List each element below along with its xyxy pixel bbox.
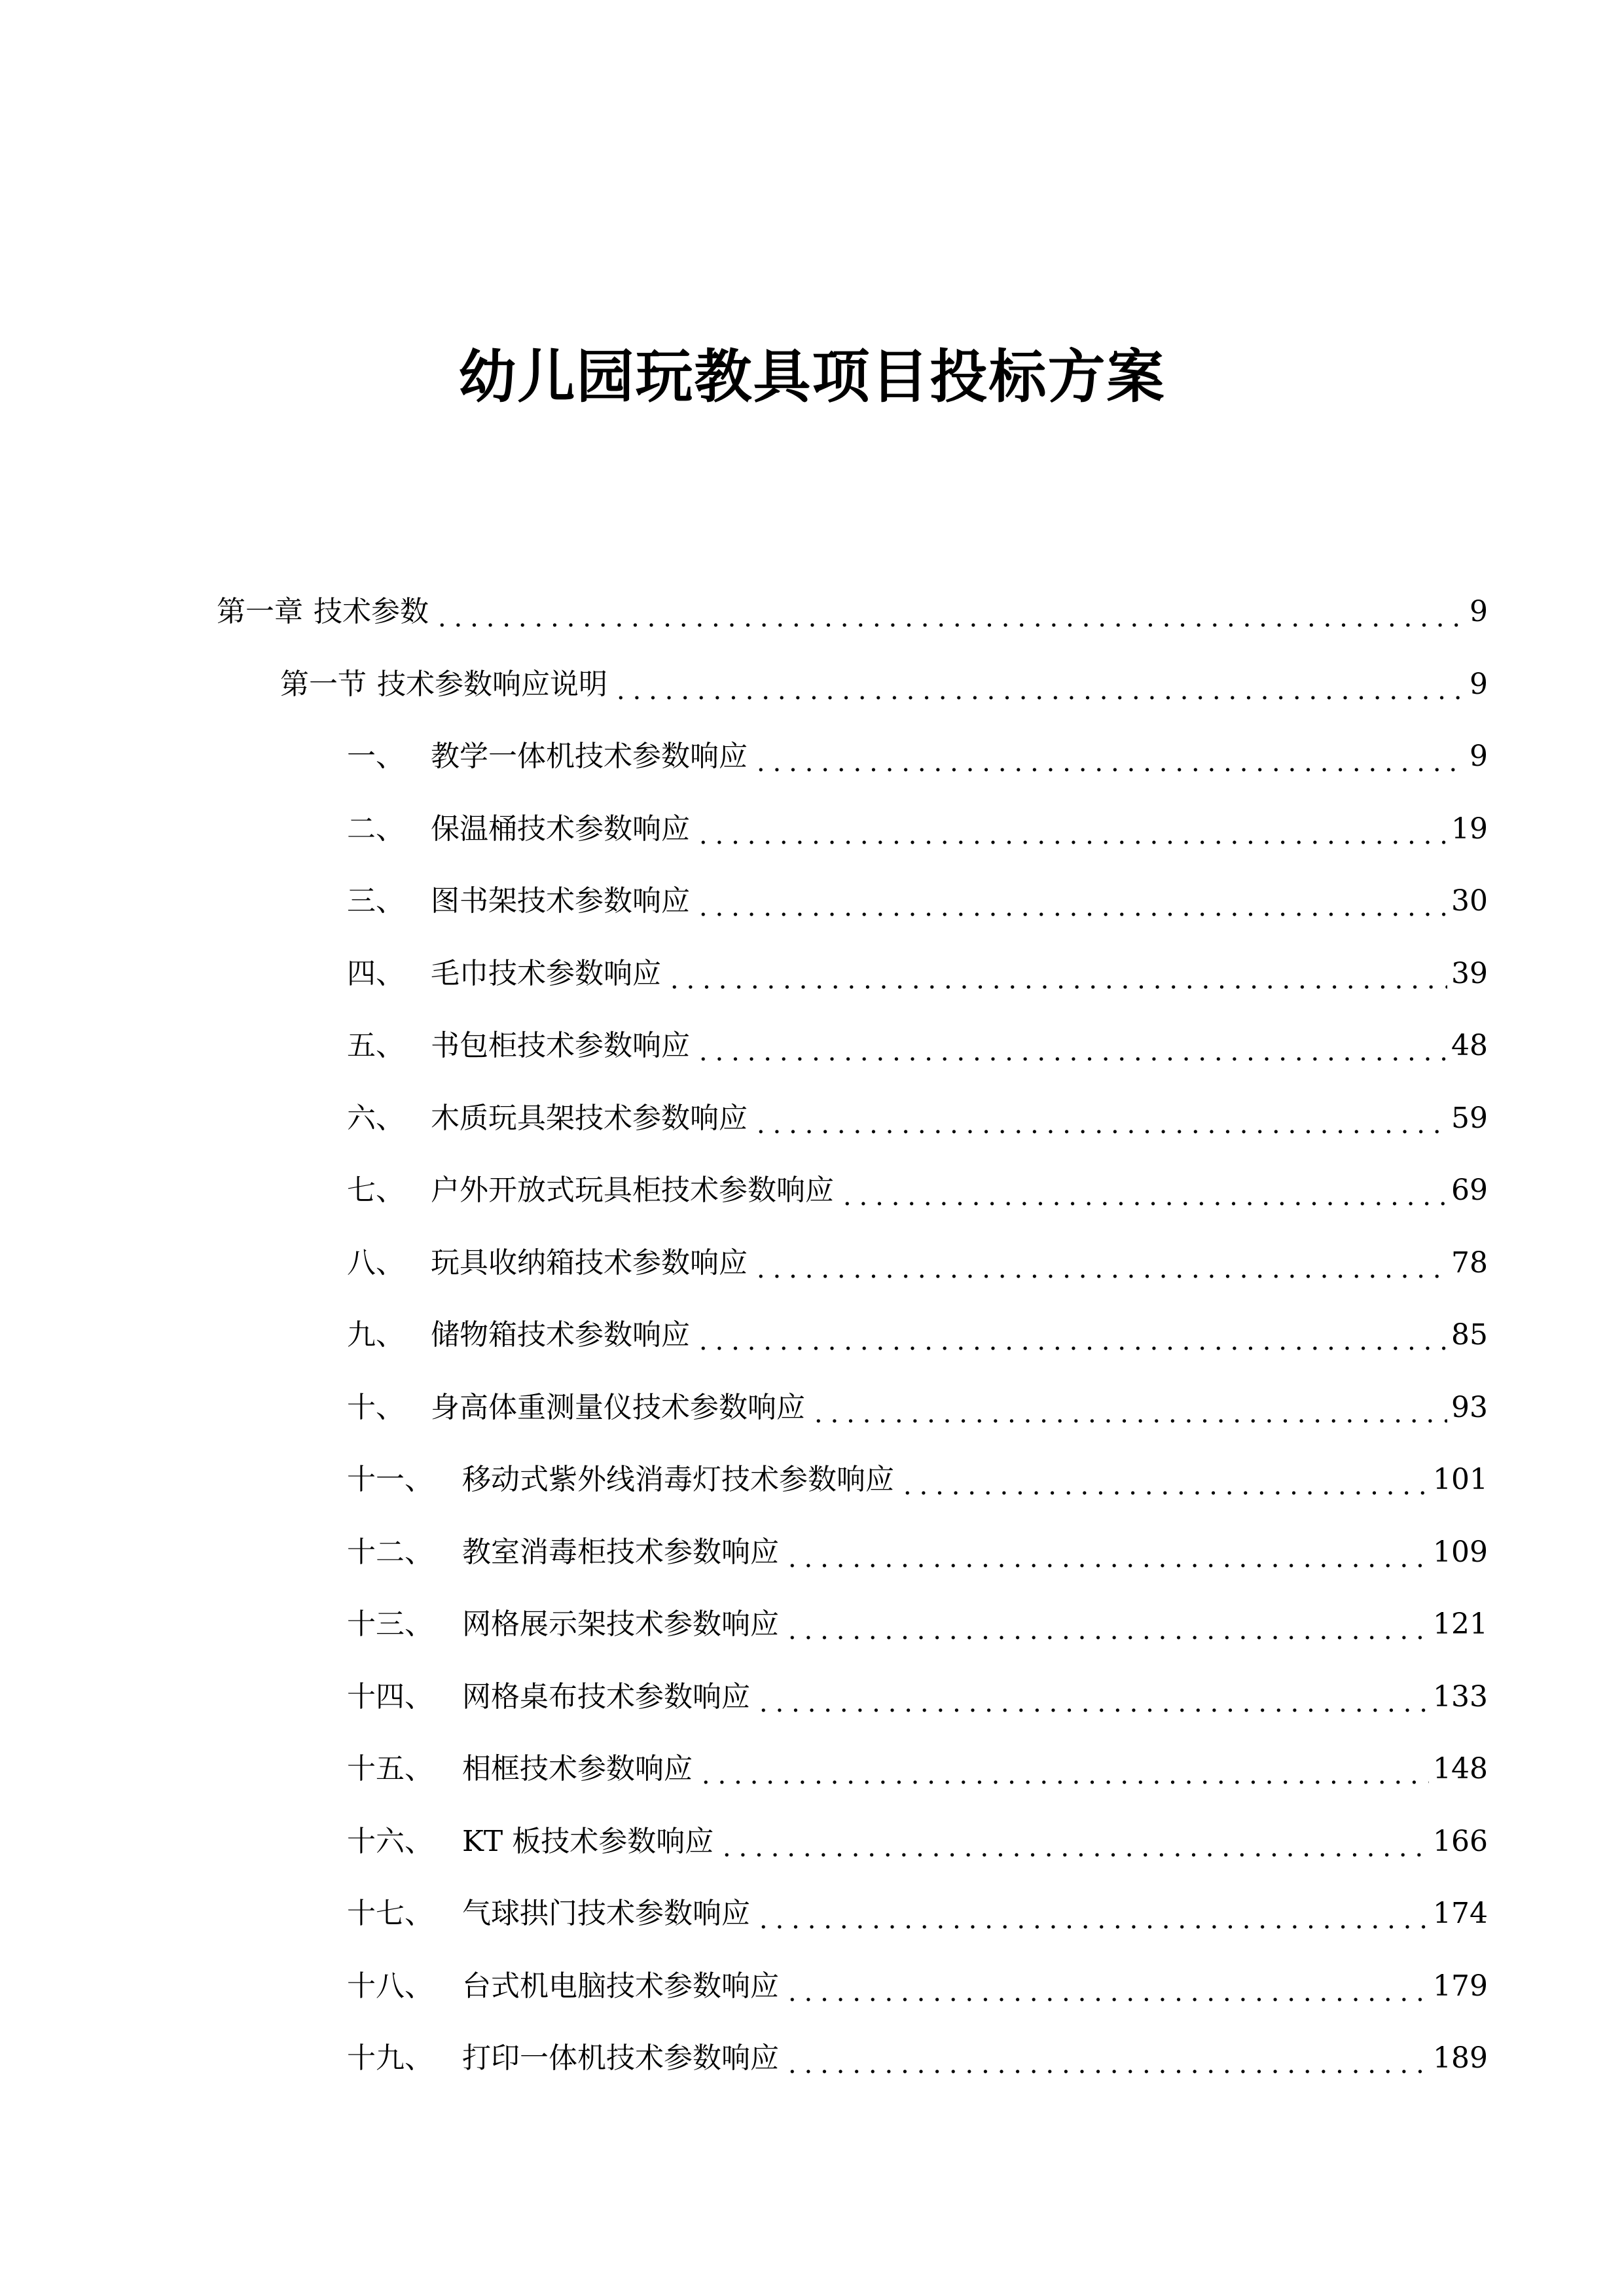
dot-leader — [698, 1749, 1429, 1789]
toc-entry-label: KT 板技术参数响应 — [462, 1824, 714, 1858]
toc-entry[interactable] — [347, 1822, 1488, 1861]
dot-leader — [755, 1677, 1429, 1717]
dot-leader — [784, 1967, 1429, 2006]
toc-entry-label: 网格桌布技术参数响应 — [462, 1679, 750, 1713]
toc-entry-label: 教室消毒柜技术参数响应 — [462, 1535, 779, 1569]
toc-entry-page: 148 — [1433, 1752, 1488, 1785]
toc-entry-page: 101 — [1433, 1463, 1488, 1496]
toc-entry-page: 9 — [1470, 740, 1488, 773]
toc-entry-number: 十八、 — [347, 1969, 433, 2003]
toc-entry[interactable] — [347, 2039, 1488, 2078]
toc-entry-page: 30 — [1451, 884, 1488, 918]
toc-entry-number: 十二、 — [347, 1535, 433, 1569]
toc-entry-page: 85 — [1451, 1318, 1488, 1352]
toc-entry[interactable] — [280, 665, 1488, 704]
toc-entry-number: 十三、 — [347, 1607, 433, 1641]
toc-entry-number: 六、 — [347, 1101, 405, 1135]
toc-entry-number: 十六、 — [347, 1824, 433, 1858]
toc-entry-label: 毛巾技术参数响应 — [431, 956, 661, 990]
dot-leader — [753, 737, 1466, 776]
toc-entry-label: 书包柜技术参数响应 — [431, 1029, 690, 1062]
toc-entry-number: 一、 — [347, 740, 405, 773]
dot-leader — [753, 1099, 1447, 1138]
toc-entry-number: 第一章 — [217, 595, 303, 628]
toc-entry[interactable] — [347, 1894, 1488, 1933]
toc-entry[interactable] — [347, 1605, 1488, 1644]
toc-entry[interactable] — [347, 1244, 1488, 1283]
toc-entry-label: 台式机电脑技术参数响应 — [462, 1969, 779, 2003]
dot-leader — [719, 1822, 1429, 1861]
toc-entry-label: 网格展示架技术参数响应 — [462, 1607, 779, 1641]
toc-entry-label: 技术参数响应说明 — [377, 667, 607, 701]
dot-leader — [755, 1894, 1429, 1933]
toc-entry[interactable] — [347, 1099, 1488, 1138]
dot-leader — [613, 665, 1466, 704]
toc-entry-page: 174 — [1433, 1897, 1488, 1930]
dot-leader — [753, 1244, 1447, 1283]
toc-entry-label: 相框技术参数响应 — [462, 1752, 693, 1785]
toc-entry-page: 133 — [1433, 1679, 1488, 1713]
dot-leader — [899, 1460, 1429, 1499]
toc-entry-label: 打印一体机技术参数响应 — [462, 2041, 779, 2075]
dot-leader — [839, 1171, 1447, 1210]
toc-entry-page: 9 — [1470, 595, 1488, 628]
toc-entry-label: 气球拱门技术参数响应 — [462, 1897, 750, 1930]
toc-entry-page: 69 — [1451, 1174, 1488, 1207]
toc-entry-number: 八、 — [347, 1246, 405, 1280]
dot-leader — [810, 1388, 1447, 1427]
toc-entry-label: 技术参数 — [314, 595, 429, 628]
toc-entry-page: 78 — [1451, 1246, 1488, 1280]
toc-entry-label: 教学一体机技术参数响应 — [431, 740, 748, 773]
toc-entry-page: 166 — [1433, 1824, 1488, 1858]
toc-entry-page: 19 — [1451, 812, 1488, 846]
toc-entry-number: 十四、 — [347, 1679, 433, 1713]
toc-entry-label: 图书架技术参数响应 — [431, 884, 690, 918]
toc-entry-number: 九、 — [347, 1318, 405, 1352]
toc-entry[interactable] — [347, 1316, 1488, 1355]
toc-entry-number: 五、 — [347, 1029, 405, 1062]
toc-entry[interactable] — [347, 1026, 1488, 1066]
dot-leader — [695, 882, 1447, 921]
toc-entry-page: 179 — [1433, 1969, 1488, 2003]
toc-entry-number: 七、 — [347, 1174, 405, 1207]
dot-leader — [434, 592, 1466, 632]
toc-entry[interactable] — [347, 1533, 1488, 1572]
toc-entry[interactable] — [347, 954, 1488, 994]
toc-entry-label: 木质玩具架技术参数响应 — [431, 1101, 748, 1135]
toc-entry-number: 四、 — [347, 956, 405, 990]
toc-entry-page: 189 — [1433, 2041, 1488, 2075]
toc-entry-number: 十九、 — [347, 2041, 433, 2075]
dot-leader — [784, 2039, 1429, 2078]
toc-entry-label: 保温桶技术参数响应 — [431, 812, 690, 846]
document-title: 幼儿园玩教具项目投标方案 — [458, 342, 1166, 410]
toc-entry-number: 十五、 — [347, 1752, 433, 1785]
toc-entry-page: 48 — [1451, 1029, 1488, 1062]
dot-leader — [695, 1316, 1447, 1355]
dot-leader — [666, 954, 1447, 994]
toc-entry-page: 9 — [1470, 667, 1488, 701]
toc-entry-page: 109 — [1433, 1535, 1488, 1569]
toc-entry-page: 39 — [1451, 956, 1488, 990]
toc-entry-label: 玩具收纳箱技术参数响应 — [431, 1246, 748, 1280]
toc-entry[interactable] — [347, 1967, 1488, 2006]
toc-entry-page: 121 — [1433, 1607, 1488, 1641]
toc-entry[interactable] — [347, 1171, 1488, 1210]
dot-leader — [784, 1533, 1429, 1572]
toc-entry-number: 十七、 — [347, 1897, 433, 1930]
toc-entry[interactable] — [347, 1677, 1488, 1717]
toc-entry[interactable] — [347, 1749, 1488, 1789]
dot-leader — [695, 1026, 1447, 1066]
toc-entry-number: 二、 — [347, 812, 405, 846]
toc-entry-page: 59 — [1451, 1101, 1488, 1135]
toc-entry-label: 移动式紫外线消毒灯技术参数响应 — [462, 1463, 894, 1496]
toc-entry[interactable] — [347, 1388, 1488, 1427]
toc-entry-label: 身高体重测量仪技术参数响应 — [431, 1390, 805, 1424]
toc-entry-page: 93 — [1451, 1390, 1488, 1424]
toc-entry-label: 储物箱技术参数响应 — [431, 1318, 690, 1352]
toc-entry[interactable] — [347, 882, 1488, 921]
toc-entry[interactable] — [347, 1460, 1488, 1499]
dot-leader — [695, 810, 1447, 849]
toc-entry[interactable] — [217, 592, 1488, 632]
toc-entry-number: 三、 — [347, 884, 405, 918]
toc-entry[interactable] — [347, 810, 1488, 849]
dot-leader — [784, 1605, 1429, 1644]
toc-entry-number: 第一节 — [280, 667, 367, 701]
toc-entry-number: 十一、 — [347, 1463, 433, 1496]
toc-entry-number: 十、 — [347, 1390, 405, 1424]
toc-entry[interactable] — [347, 737, 1488, 776]
toc-entry-label: 户外开放式玩具柜技术参数响应 — [431, 1174, 834, 1207]
